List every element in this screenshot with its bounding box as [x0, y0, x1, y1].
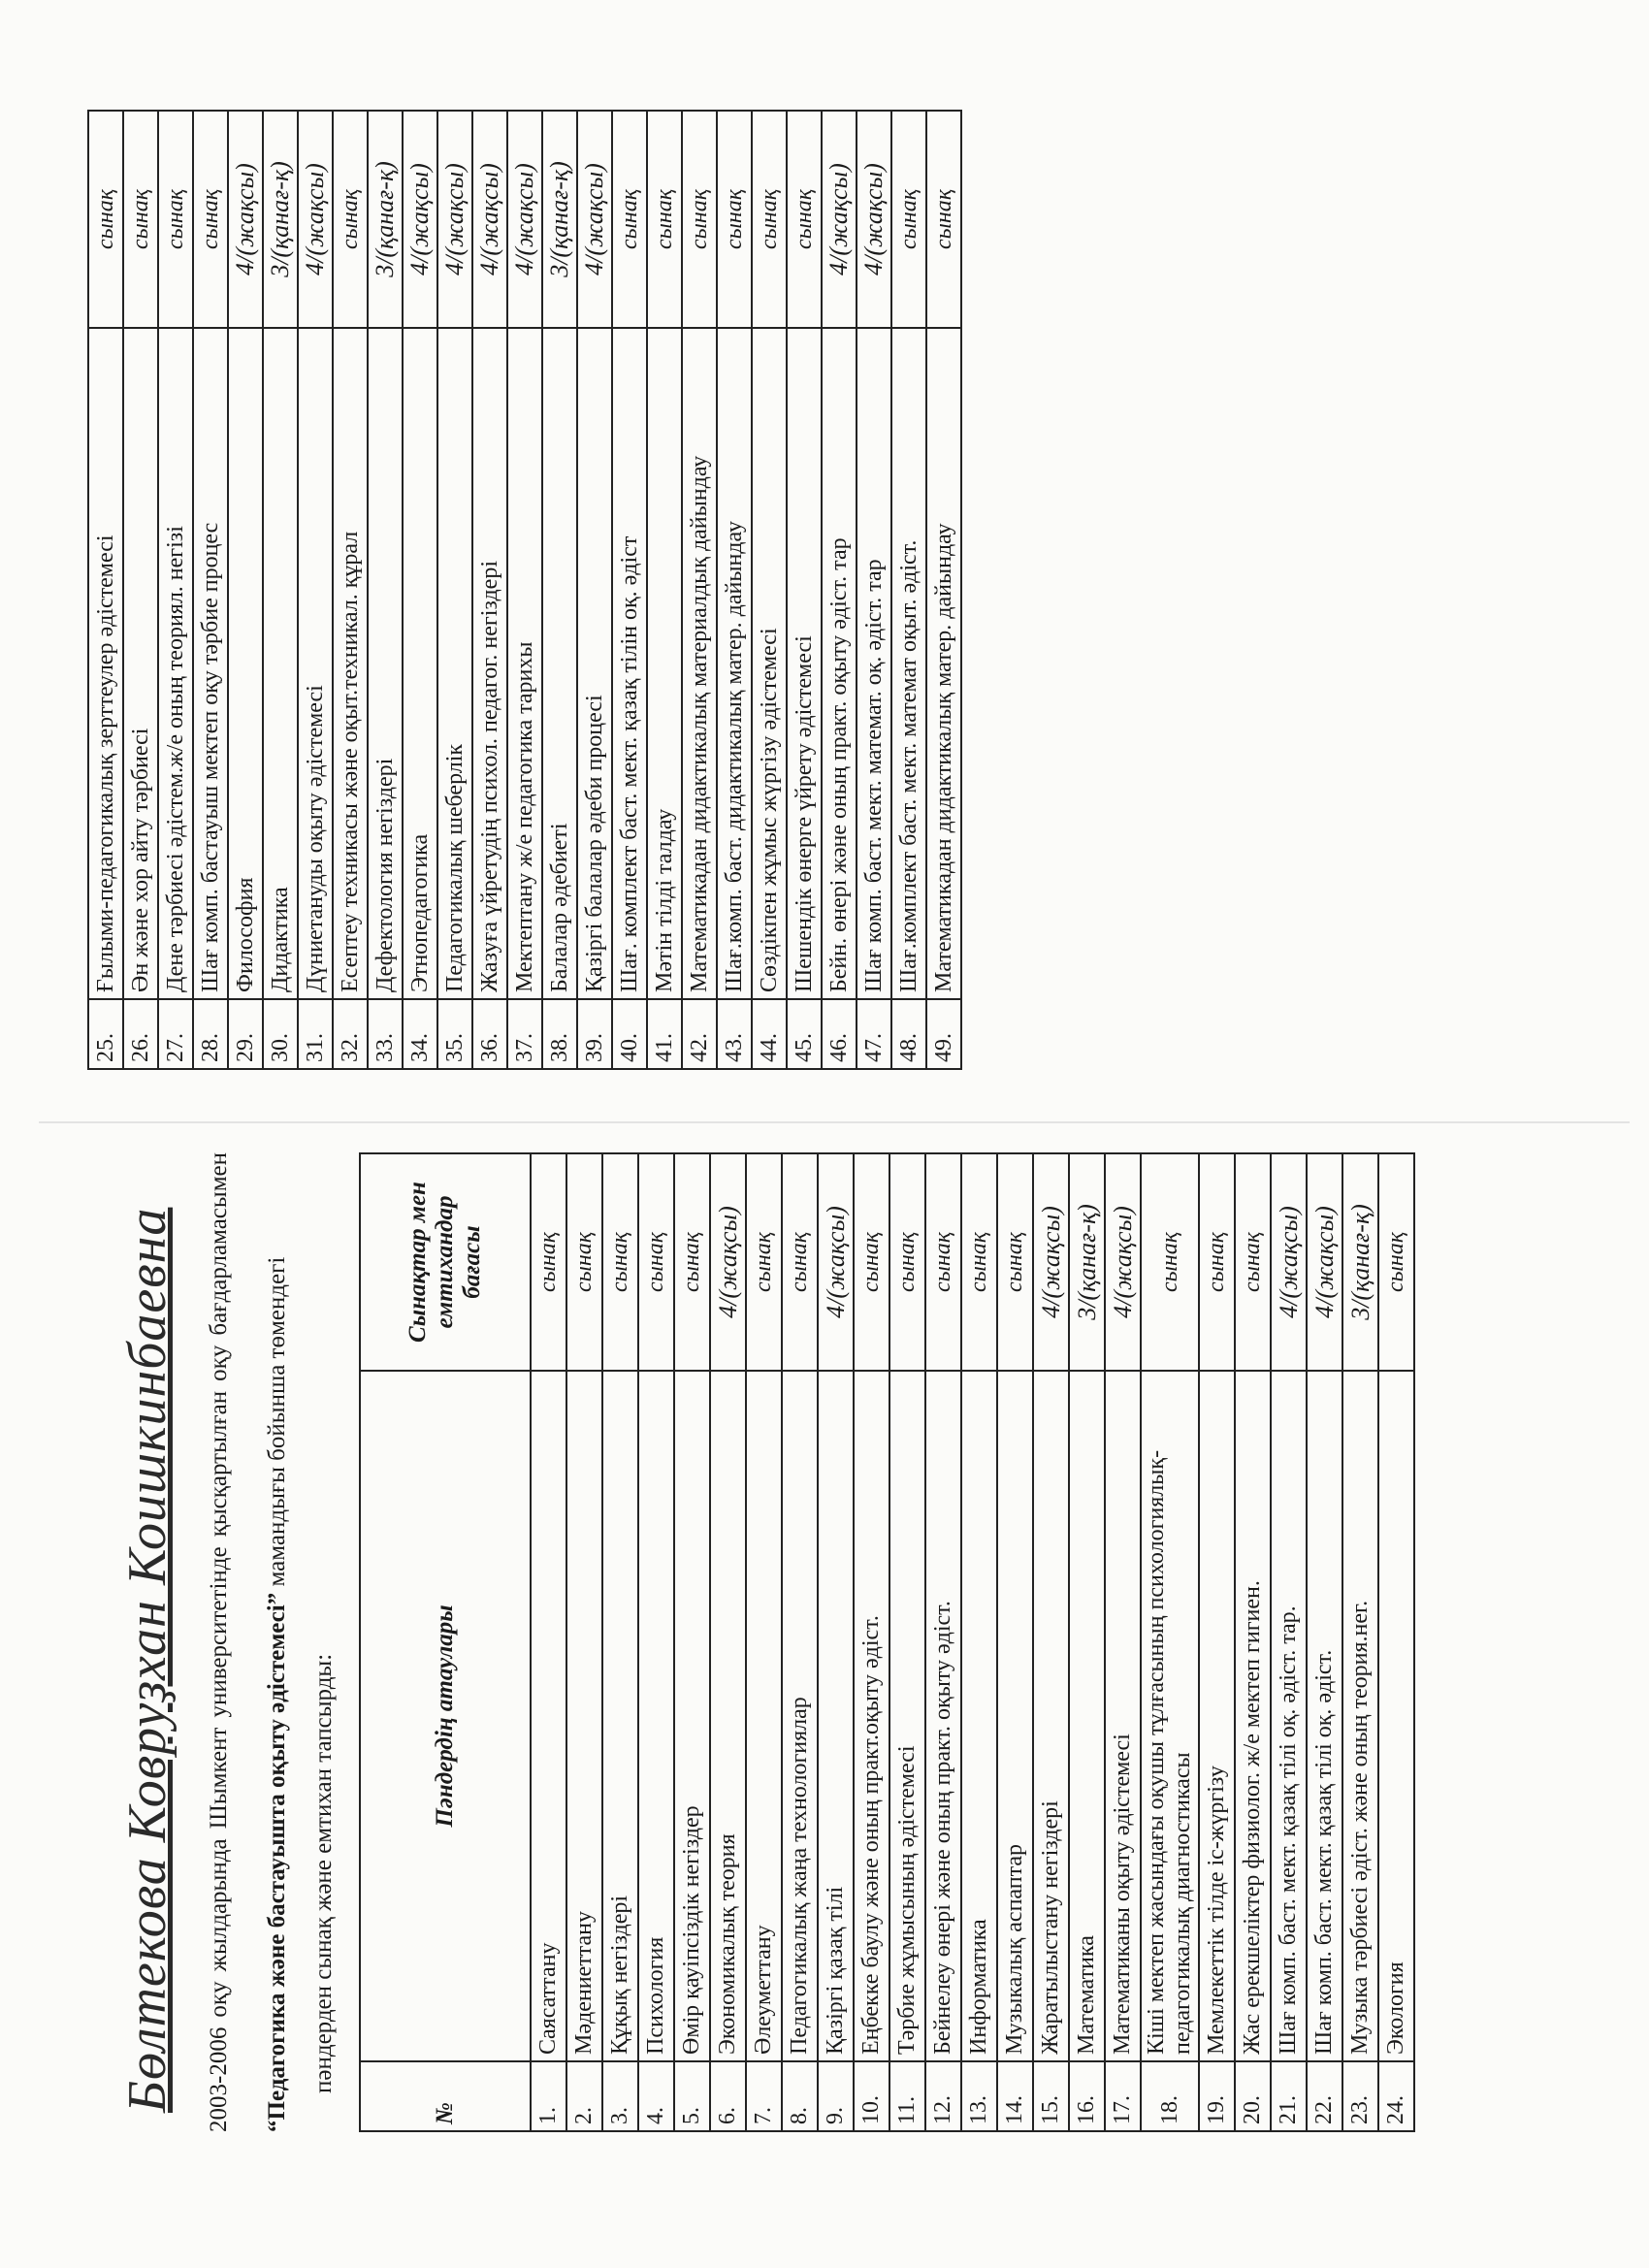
table-row — [263, 111, 298, 1069]
header-num: № — [360, 2061, 531, 2131]
row-num: 7. — [746, 2061, 782, 2131]
row-grade: 4/(жақсы) — [298, 111, 333, 328]
row-grade: сынақ — [746, 1153, 782, 1371]
row-num: 3. — [602, 2061, 638, 2131]
row-subject: Математиканы оқыту әдістемесі — [1105, 1371, 1141, 2061]
table-row — [507, 111, 542, 1069]
row-subject: Этнопедагогика — [403, 328, 437, 999]
row-grade: 3/(қанағ-қ) — [263, 111, 298, 328]
row-num: 40. — [612, 999, 647, 1069]
row-grade: сынақ — [531, 1153, 566, 1371]
page-fold — [39, 1121, 1630, 1123]
table-row — [854, 1153, 889, 2131]
table-row — [88, 111, 123, 1069]
row-grade: 4/(жақсы) — [403, 111, 437, 328]
row-subject: Информатика — [961, 1371, 997, 2061]
row-num: 49. — [926, 999, 961, 1069]
row-grade: сынақ — [602, 1153, 638, 1371]
row-grade: 3/(қанағ-қ) — [1342, 1153, 1378, 1371]
table-row — [682, 111, 717, 1069]
row-grade: сынақ — [752, 111, 787, 328]
table-row — [857, 111, 891, 1069]
row-subject: Есептеу техникасы және оқыт.техникал. құрал — [333, 328, 368, 999]
row-subject: Еңбекке баулу және оның практ.оқыту әдіст. — [854, 1371, 889, 2061]
table-row — [710, 1153, 746, 2131]
row-num: 45. — [787, 999, 822, 1069]
row-subject: Шағ комп. баст. мект. математ. оқ. әдіст. тар — [857, 328, 891, 999]
row-subject: Шағ комп. бастауыш мектеп оқу тәрбие процес — [193, 328, 228, 999]
row-num: 10. — [854, 2061, 889, 2131]
table-row — [1378, 1153, 1414, 2131]
table-row — [1199, 1153, 1235, 2131]
row-subject: Тәрбие жұмысының әдістемесі — [889, 1371, 925, 2061]
row-grade: сынақ — [961, 1153, 997, 1371]
row-subject: Бейн. өнері және оның практ. оқыту әдіст. тар — [822, 328, 857, 999]
table-row — [997, 1153, 1033, 2131]
row-grade: сынақ — [782, 1153, 818, 1371]
row-grade: сынақ — [612, 111, 647, 328]
row-subject: Жас ерекшеліктер физиолог. ж/е мектеп гигиен. — [1235, 1371, 1271, 2061]
table-row — [889, 1153, 925, 2131]
table-row — [1069, 1153, 1105, 2131]
row-num: 32. — [333, 999, 368, 1069]
row-num: 37. — [507, 999, 542, 1069]
left-page — [116, 1152, 1415, 2132]
row-subject: Дүниетануды оқыту әдістемесі — [298, 328, 333, 999]
row-num: 5. — [674, 2061, 710, 2131]
row-subject: Экология — [1378, 1371, 1414, 2061]
row-grade: сынақ — [854, 1153, 889, 1371]
row-grade: 4/(жақсы) — [818, 1153, 854, 1371]
table-header-row — [360, 1153, 531, 2131]
row-subject: Мәдениеттану — [566, 1371, 602, 2061]
row-subject: Философия — [228, 328, 263, 999]
row-num: 9. — [818, 2061, 854, 2131]
intro-line-3: пәндерден сынақ және емтихан тапсырды: — [310, 1653, 337, 2093]
row-num: 43. — [717, 999, 752, 1069]
table-row — [531, 1153, 566, 2131]
row-num: 31. — [298, 999, 333, 1069]
row-grade: 3/(қанағ-қ) — [368, 111, 403, 328]
row-num: 17. — [1105, 2061, 1141, 2131]
table-row — [891, 111, 926, 1069]
row-num: 12. — [925, 2061, 961, 2131]
row-num: 24. — [1378, 2061, 1414, 2131]
row-subject: Жаратылыстану негіздері — [1033, 1371, 1069, 2061]
row-grade: сынақ — [1235, 1153, 1271, 1371]
table-row — [298, 111, 333, 1069]
table-row — [403, 111, 437, 1069]
table-row — [333, 111, 368, 1069]
table-row — [1235, 1153, 1271, 2131]
table-row — [566, 1153, 602, 2131]
row-num: 39. — [577, 999, 612, 1069]
row-num: 33. — [368, 999, 403, 1069]
row-num: 19. — [1199, 2061, 1235, 2131]
table-row — [472, 111, 507, 1069]
table-row — [158, 111, 193, 1069]
table-row — [228, 111, 263, 1069]
row-num: 20. — [1235, 2061, 1271, 2131]
table-row — [782, 1153, 818, 2131]
row-grade: сынақ — [638, 1153, 674, 1371]
row-subject: Математикадан дидактикалық материалдық дайындау — [682, 328, 717, 999]
row-subject: Дидактика — [263, 328, 298, 999]
row-subject: Қазіргі балалар әдеби процесі — [577, 328, 612, 999]
table-row — [925, 1153, 961, 2131]
row-subject: Ән және хор айту тәрбиесі — [123, 328, 158, 999]
row-grade: сынақ — [997, 1153, 1033, 1371]
table-row — [647, 111, 682, 1069]
row-grade: сынақ — [88, 111, 123, 328]
row-grade: 3/(қанағ-қ) — [1069, 1153, 1105, 1371]
row-subject: Шағ. комплект баст. мект. қазақ тілін оқ. әдіст — [612, 328, 647, 999]
row-num: 29. — [228, 999, 263, 1069]
header-grade: Сынақтар мен емтихандар бағасы — [360, 1153, 531, 1371]
table-row — [638, 1153, 674, 2131]
table-row — [1271, 1153, 1307, 2131]
row-grade: сынақ — [891, 111, 926, 328]
right-page — [87, 110, 962, 1070]
table-row — [123, 111, 158, 1069]
row-grade: сынақ — [158, 111, 193, 328]
table-row — [193, 111, 228, 1069]
row-subject: Шешендік өнерге үйрету әдістемесі — [787, 328, 822, 999]
row-subject: Жазуға үйретудің психол. педагог. негіздері — [472, 328, 507, 999]
row-num: 25. — [88, 999, 123, 1069]
row-grade: сынақ — [926, 111, 961, 328]
row-subject: Саясаттану — [531, 1371, 566, 2061]
row-grade: сынақ — [1199, 1153, 1235, 1371]
row-subject: Математика — [1069, 1371, 1105, 2061]
row-subject: Сөздікпен жұмыс жүргізу әдістемесі — [752, 328, 787, 999]
table-row — [612, 111, 647, 1069]
row-subject: Кіші мектеп жасындағы оқушы тұлғасының психологиялық-педагогикалық диагностикасы — [1141, 1371, 1199, 2061]
table-row — [368, 111, 403, 1069]
row-grade: 4/(жақсы) — [577, 111, 612, 328]
table-row — [787, 111, 822, 1069]
row-grade: 4/(жақсы) — [1033, 1153, 1069, 1371]
row-num: 46. — [822, 999, 857, 1069]
row-grade: сынақ — [1141, 1153, 1199, 1371]
table-row — [746, 1153, 782, 2131]
row-grade: 4/(жақсы) — [1105, 1153, 1141, 1371]
row-num: 14. — [997, 2061, 1033, 2131]
row-num: 16. — [1069, 2061, 1105, 2131]
row-num: 35. — [437, 999, 472, 1069]
row-subject: Музыка тәрбиесі әдіст. және оның теория.нег. — [1342, 1371, 1378, 2061]
row-subject: Шағ комп. баст. мект. қазақ тілі оқ. әдіст. тар. — [1271, 1371, 1307, 2061]
row-num: 15. — [1033, 2061, 1069, 2131]
row-subject: Мектептану ж/е педагогика тарихы — [507, 328, 542, 999]
row-subject: Психология — [638, 1371, 674, 2061]
table-row — [1141, 1153, 1199, 2131]
table-row — [1105, 1153, 1141, 2131]
intro-line-1: 2003-2006 оқу жылдарында Шымкент университетінде қысқартылған оқу бағдарламасымен — [206, 1152, 232, 2132]
row-grade: сынақ — [193, 111, 228, 328]
table-row — [577, 111, 612, 1069]
row-num: 34. — [403, 999, 437, 1069]
row-grade: 3/(қанағ-қ) — [542, 111, 577, 328]
row-grade: сынақ — [566, 1153, 602, 1371]
row-grade: сынақ — [787, 111, 822, 328]
header-subject: Пәндердің атаулары — [360, 1371, 531, 2061]
row-num: 38. — [542, 999, 577, 1069]
row-grade: сынақ — [123, 111, 158, 328]
row-grade: 4/(жақсы) — [437, 111, 472, 328]
row-subject: Мемлекеттік тілде іс-жүргізу — [1199, 1371, 1235, 2061]
grades-table-left — [359, 1152, 1415, 2132]
intro-line-2: мамандығы бойынша төмендегі — [264, 1256, 290, 1587]
row-grade: 4/(жақсы) — [1307, 1153, 1342, 1371]
row-subject: Музыкалық аспаптар — [997, 1371, 1033, 2061]
row-num: 2. — [566, 2061, 602, 2131]
row-num: 47. — [857, 999, 891, 1069]
row-grade: 4/(жақсы) — [507, 111, 542, 328]
row-subject: Шағ.комплект баст. мект. математ оқыт. әдіст. — [891, 328, 926, 999]
row-subject: Шағ комп. баст. мект. қазақ тілі оқ. әдіст. — [1307, 1371, 1342, 2061]
row-grade: сынақ — [647, 111, 682, 328]
table-row — [1033, 1153, 1069, 2131]
row-num: 48. — [891, 999, 926, 1069]
row-subject: Дефектология негіздері — [368, 328, 403, 999]
table-row — [717, 111, 752, 1069]
row-subject: Педагогикалық шеберлік — [437, 328, 472, 999]
table-row — [961, 1153, 997, 2131]
row-subject: Шағ.комп. баст. дидактикалық матер. дайындау — [717, 328, 752, 999]
row-grade: сынақ — [1378, 1153, 1414, 1371]
row-subject: Қазіргі қазақ тілі — [818, 1371, 854, 2061]
row-grade: сынақ — [925, 1153, 961, 1371]
table-row — [437, 111, 472, 1069]
row-grade: 4/(жақсы) — [472, 111, 507, 328]
table-row — [674, 1153, 710, 2131]
row-subject: Бейнелеу өнері және оның практ. оқыту әдіст. — [925, 1371, 961, 2061]
row-num: 18. — [1141, 2061, 1199, 2131]
row-num: 27. — [158, 999, 193, 1069]
row-num: 4. — [638, 2061, 674, 2131]
row-num: 8. — [782, 2061, 818, 2131]
table-row — [926, 111, 961, 1069]
table-row — [822, 111, 857, 1069]
program-name: “Педагогика және бастауышта оқыту әдістемесі” — [264, 1592, 290, 2132]
row-grade: 4/(жақсы) — [822, 111, 857, 328]
row-subject: Математикадан дидактикалық матер. дайындау — [926, 328, 961, 999]
row-subject: Құқық негіздері — [602, 1371, 638, 2061]
grades-table-right — [87, 110, 962, 1070]
row-subject: Экономикалық теория — [710, 1371, 746, 2061]
row-num: 23. — [1342, 2061, 1378, 2131]
row-num: 30. — [263, 999, 298, 1069]
row-num: 22. — [1307, 2061, 1342, 2131]
row-subject: Ғылыми-педагогикалық зерттеулер әдістемесі — [88, 328, 123, 999]
row-num: 13. — [961, 2061, 997, 2131]
row-subject: Әлеуметтану — [746, 1371, 782, 2061]
row-num: 1. — [531, 2061, 566, 2131]
row-subject: Педагогикалық жаңа технологиялар — [782, 1371, 818, 2061]
row-grade: сынақ — [889, 1153, 925, 1371]
row-grade: 4/(жақсы) — [1271, 1153, 1307, 1371]
row-subject: Дене тәрбиесі әдістем.ж/е оның теориял. негізі — [158, 328, 193, 999]
row-num: 6. — [710, 2061, 746, 2131]
row-grade: 4/(жақсы) — [710, 1153, 746, 1371]
row-subject: Өмір қауіпсіздік негіздер — [674, 1371, 710, 2061]
table-row — [752, 111, 787, 1069]
row-grade: сынақ — [717, 111, 752, 328]
table-row — [542, 111, 577, 1069]
row-num: 42. — [682, 999, 717, 1069]
row-num: 26. — [123, 999, 158, 1069]
table-row — [1342, 1153, 1378, 2131]
row-num: 36. — [472, 999, 507, 1069]
student-name: Бөлтекова Ковруҙхан Коишкинбаевна — [117, 1207, 178, 2113]
row-num: 41. — [647, 999, 682, 1069]
row-subject: Мәтін тілді талдау — [647, 328, 682, 999]
table-row — [1307, 1153, 1342, 2131]
row-num: 21. — [1271, 2061, 1307, 2131]
table-row — [602, 1153, 638, 2131]
row-num: 44. — [752, 999, 787, 1069]
row-grade: сынақ — [682, 111, 717, 328]
row-grade: 4/(жақсы) — [228, 111, 263, 328]
intro-paragraph — [190, 1152, 307, 2132]
row-grade: сынақ — [674, 1153, 710, 1371]
table-row — [818, 1153, 854, 2131]
row-num: 28. — [193, 999, 228, 1069]
row-subject: Балалар әдебиеті — [542, 328, 577, 999]
row-grade: сынақ — [333, 111, 368, 328]
row-grade: 4/(жақсы) — [857, 111, 891, 328]
row-num: 11. — [889, 2061, 925, 2131]
